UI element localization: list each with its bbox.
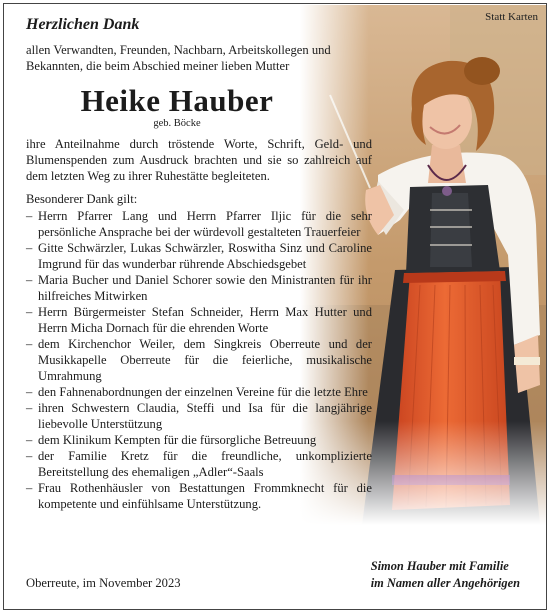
deceased-name: Heike Hauber bbox=[80, 83, 274, 118]
signature-line-2: im Namen aller Angehörigen bbox=[370, 576, 520, 590]
signature-line-1: Simon Hauber mit Familie bbox=[370, 559, 509, 573]
special-thanks-list bbox=[26, 208, 372, 512]
list-item bbox=[26, 304, 372, 336]
list-item-text: Gitte Schwärzler, Lukas Schwärzler, Roswitha Sinz und Caroline Imgrund für das wunderbar rührende Abschiedsgebet bbox=[38, 241, 372, 271]
corner-note: Statt Karten bbox=[485, 11, 538, 23]
list-dash: – bbox=[26, 401, 33, 415]
list-item bbox=[26, 400, 372, 432]
list-item bbox=[26, 272, 372, 304]
list-item-text: Frau Rothenhäusler von Bestattungen Frommknecht für die kompetente und einfühlsame Unterstützung. bbox=[38, 481, 372, 511]
list-dash: – bbox=[26, 241, 33, 255]
signature bbox=[371, 558, 520, 592]
list-dash: – bbox=[26, 449, 33, 463]
list-dash: – bbox=[26, 337, 33, 351]
body-text: ihre Anteilnahme durch tröstende Worte, Schrift, Geld- und Blumenspenden zum Ausdruck brachten und sie so zahlreich auf dem letzten Weg zu ihrer Ruhestätte begleiteten. bbox=[26, 137, 372, 183]
list-item-text: Maria Bucher und Daniel Schorer sowie den Ministranten für ihr hilfreiches Mitwirken bbox=[38, 273, 372, 303]
list-item bbox=[26, 240, 372, 272]
list-item-text: den Fahnenabordnungen der einzelnen Vereine für die letzte Ehre bbox=[38, 385, 368, 399]
list-item-text: dem Klinikum Kempten für die fürsorgliche Betreuung bbox=[38, 433, 317, 447]
special-thanks-title: Besonderer Dank gilt: bbox=[26, 192, 138, 206]
list-item-text: ihren Schwestern Claudia, Steffi und Isa für die langjährige liebevolle Unterstützung bbox=[38, 401, 372, 431]
place-date: Oberreute, im November 2023 bbox=[26, 576, 181, 590]
list-dash: – bbox=[26, 385, 33, 399]
list-item-text: der Familie Kretz für die freundliche, unkomplizierte Bereitstellung des ehemaligen „Adler“-Saals bbox=[38, 449, 372, 479]
list-dash: – bbox=[26, 481, 33, 495]
list-item-text: Herrn Pfarrer Lang und Herrn Pfarrer Iljic für die sehr persönliche Ansprache bei der würdevoll gestalteten Trauerfeier bbox=[38, 209, 372, 239]
list-item-text: Herrn Bürgermeister Stefan Schneider, Herrn Max Hutter und Herrn Micha Dornach für die ehrenden Worte bbox=[38, 305, 372, 335]
list-item bbox=[26, 336, 372, 384]
list-item bbox=[26, 432, 372, 448]
list-item bbox=[26, 384, 372, 400]
list-dash: – bbox=[26, 273, 33, 287]
list-dash: – bbox=[26, 209, 33, 223]
heading: Herzlichen Dank bbox=[26, 16, 140, 33]
list-item bbox=[26, 480, 372, 512]
list-item bbox=[26, 448, 372, 480]
list-dash: – bbox=[26, 305, 33, 319]
list-item-text: dem Kirchenchor Weiler, dem Singkreis Oberreute und der Musikkapelle Oberreute für die feierliche, musikalische Umrahmung bbox=[38, 337, 372, 383]
maiden-name: geb. Böcke bbox=[153, 118, 201, 129]
list-item bbox=[26, 208, 372, 240]
intro-text: allen Verwandten, Freunden, Nachbarn, Arbeitskollegen und Bekannten, die beim Abschied meiner lieben Mutter bbox=[26, 43, 331, 73]
list-dash: – bbox=[26, 433, 33, 447]
